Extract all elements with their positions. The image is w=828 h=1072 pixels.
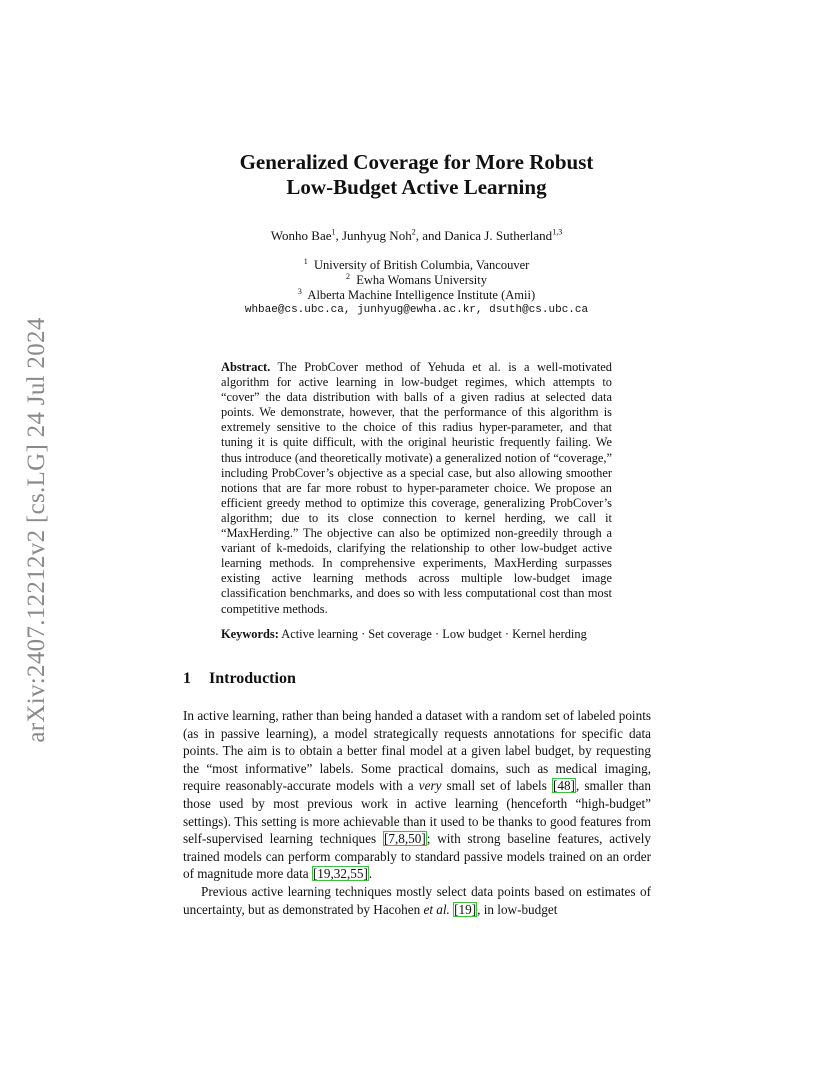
section-heading-introduction: [183, 670, 296, 688]
paragraph: [183, 883, 651, 918]
affiliation-item: [183, 288, 650, 303]
author-name: Danica J. Sutherland: [444, 228, 553, 243]
text-run: , in low-budget: [477, 901, 558, 917]
author-separator: ,: [335, 228, 342, 243]
introduction-body: [183, 707, 651, 918]
affiliation-mark: 1: [303, 256, 308, 266]
title-line-2: Low-Budget Active Learning: [286, 175, 547, 199]
affiliation-text: University of British Columbia, Vancouver: [313, 258, 530, 272]
paper-title: [183, 150, 650, 200]
abstract: [221, 360, 612, 617]
text-run: .: [368, 866, 373, 882]
section-number: 1: [183, 670, 191, 687]
affiliation-item: [183, 258, 650, 273]
abstract-label: Abstract.: [221, 360, 271, 374]
citation-link[interactable]: [19,32,55]: [312, 866, 368, 882]
title-line-1: Generalized Coverage for More Robust: [239, 150, 594, 174]
author-affiliation-mark: 1,3: [552, 227, 563, 237]
author-list: [183, 228, 650, 244]
author-affiliation-mark: 1: [331, 227, 336, 237]
citation-link[interactable]: [48]: [552, 778, 575, 794]
affiliation-text: Ewha Womans University: [356, 273, 487, 287]
paragraph: [183, 707, 651, 883]
citation-link[interactable]: [19]: [454, 901, 477, 917]
author-affiliation-mark: 2: [411, 227, 416, 237]
text-run: Previous active learning techniques mostly select data points based on estimates of uncertainty, but as demonstrated by Hacohen: [183, 883, 651, 917]
keywords: [221, 627, 641, 642]
text-run: small set of labels: [441, 778, 552, 794]
emphasis: very: [418, 778, 442, 794]
author-emails[interactable]: whbae@cs.ubc.ca, junhyug@ewha.ac.kr, dsuth@cs.ubc.ca: [244, 304, 589, 316]
text-run: In active learning, rather than being handed a dataset with a random set of labeled points (as in passive learning), a model strategically requests annotations for specific data points. The aim is to obtain a better final model at a given label budget, by requesting the “most informative” labels. Some practical domains, such as medical imaging, require reasonably-accurate models with a: [183, 708, 651, 794]
author-separator: , and: [415, 228, 445, 243]
keywords-label: Keywords:: [221, 627, 279, 641]
affiliation-list: [183, 258, 650, 303]
citation-link[interactable]: [7,8,50]: [383, 831, 426, 847]
affiliation-item: [183, 273, 650, 288]
arxiv-identifier-stamp: [22, 295, 52, 765]
section-title: Introduction: [209, 670, 296, 687]
author-name: Junhyug Noh: [342, 228, 412, 243]
affiliation-mark: 2: [346, 271, 351, 281]
author-name: Wonho Bae: [270, 228, 332, 243]
text-run: ; with strong baseline features, actively trained models can perform comparably to standard passive models trained on an order of magnitude more data: [183, 831, 651, 882]
keywords-text: Active learning · Set coverage · Low budget · Kernel herding: [281, 627, 587, 641]
abstract-text: The ProbCover method of Yehuda et al. is a well-motivated algorithm for active learning in low-budget regimes, which attempts to “cover” the data distribution with balls of a given radius at selected data points. We demonstrate, however, that the performance of this algorithm is extremely sensitive to the choice of this radius hyper-parameter, and that tuning it is quite difficult, with the original heuristic frequently failing. We thus introduce (and theoretically motivate) a generalized notion of “coverage,” including ProbCover’s objective as a special case, but also allowing smoother notions that are far more robust to hyper-parameter choice. We propose an efficient greedy method to optimize this coverage, generalizing ProbCover’s algorithm; due to its close connection to kernel herding, we call it “MaxHerding.” The objective can also be optimized non-greedily through a variant of k-medoids, clarifying the relationship to other low-budget active learning methods. In comprehensive experiments, MaxHerding surpasses existing active learning methods across multiple low-budget image classification benchmarks, and does so with less computational cost than most competitive methods.: [221, 360, 613, 616]
arxiv-stamp-text: arXiv:2407.12212v2 [cs.LG] 24 Jul 2024: [23, 317, 50, 743]
emphasis: et al.: [423, 901, 450, 917]
affiliation-text: Alberta Machine Intelligence Institute (Amii): [307, 288, 536, 302]
affiliation-mark: 3: [297, 286, 302, 296]
text-run: , smaller than those used by most previous work in active learning (henceforth “high-budget” settings). This setting is more achievable than it used to be thanks to good features from self-supervised learning techniques: [183, 778, 651, 847]
